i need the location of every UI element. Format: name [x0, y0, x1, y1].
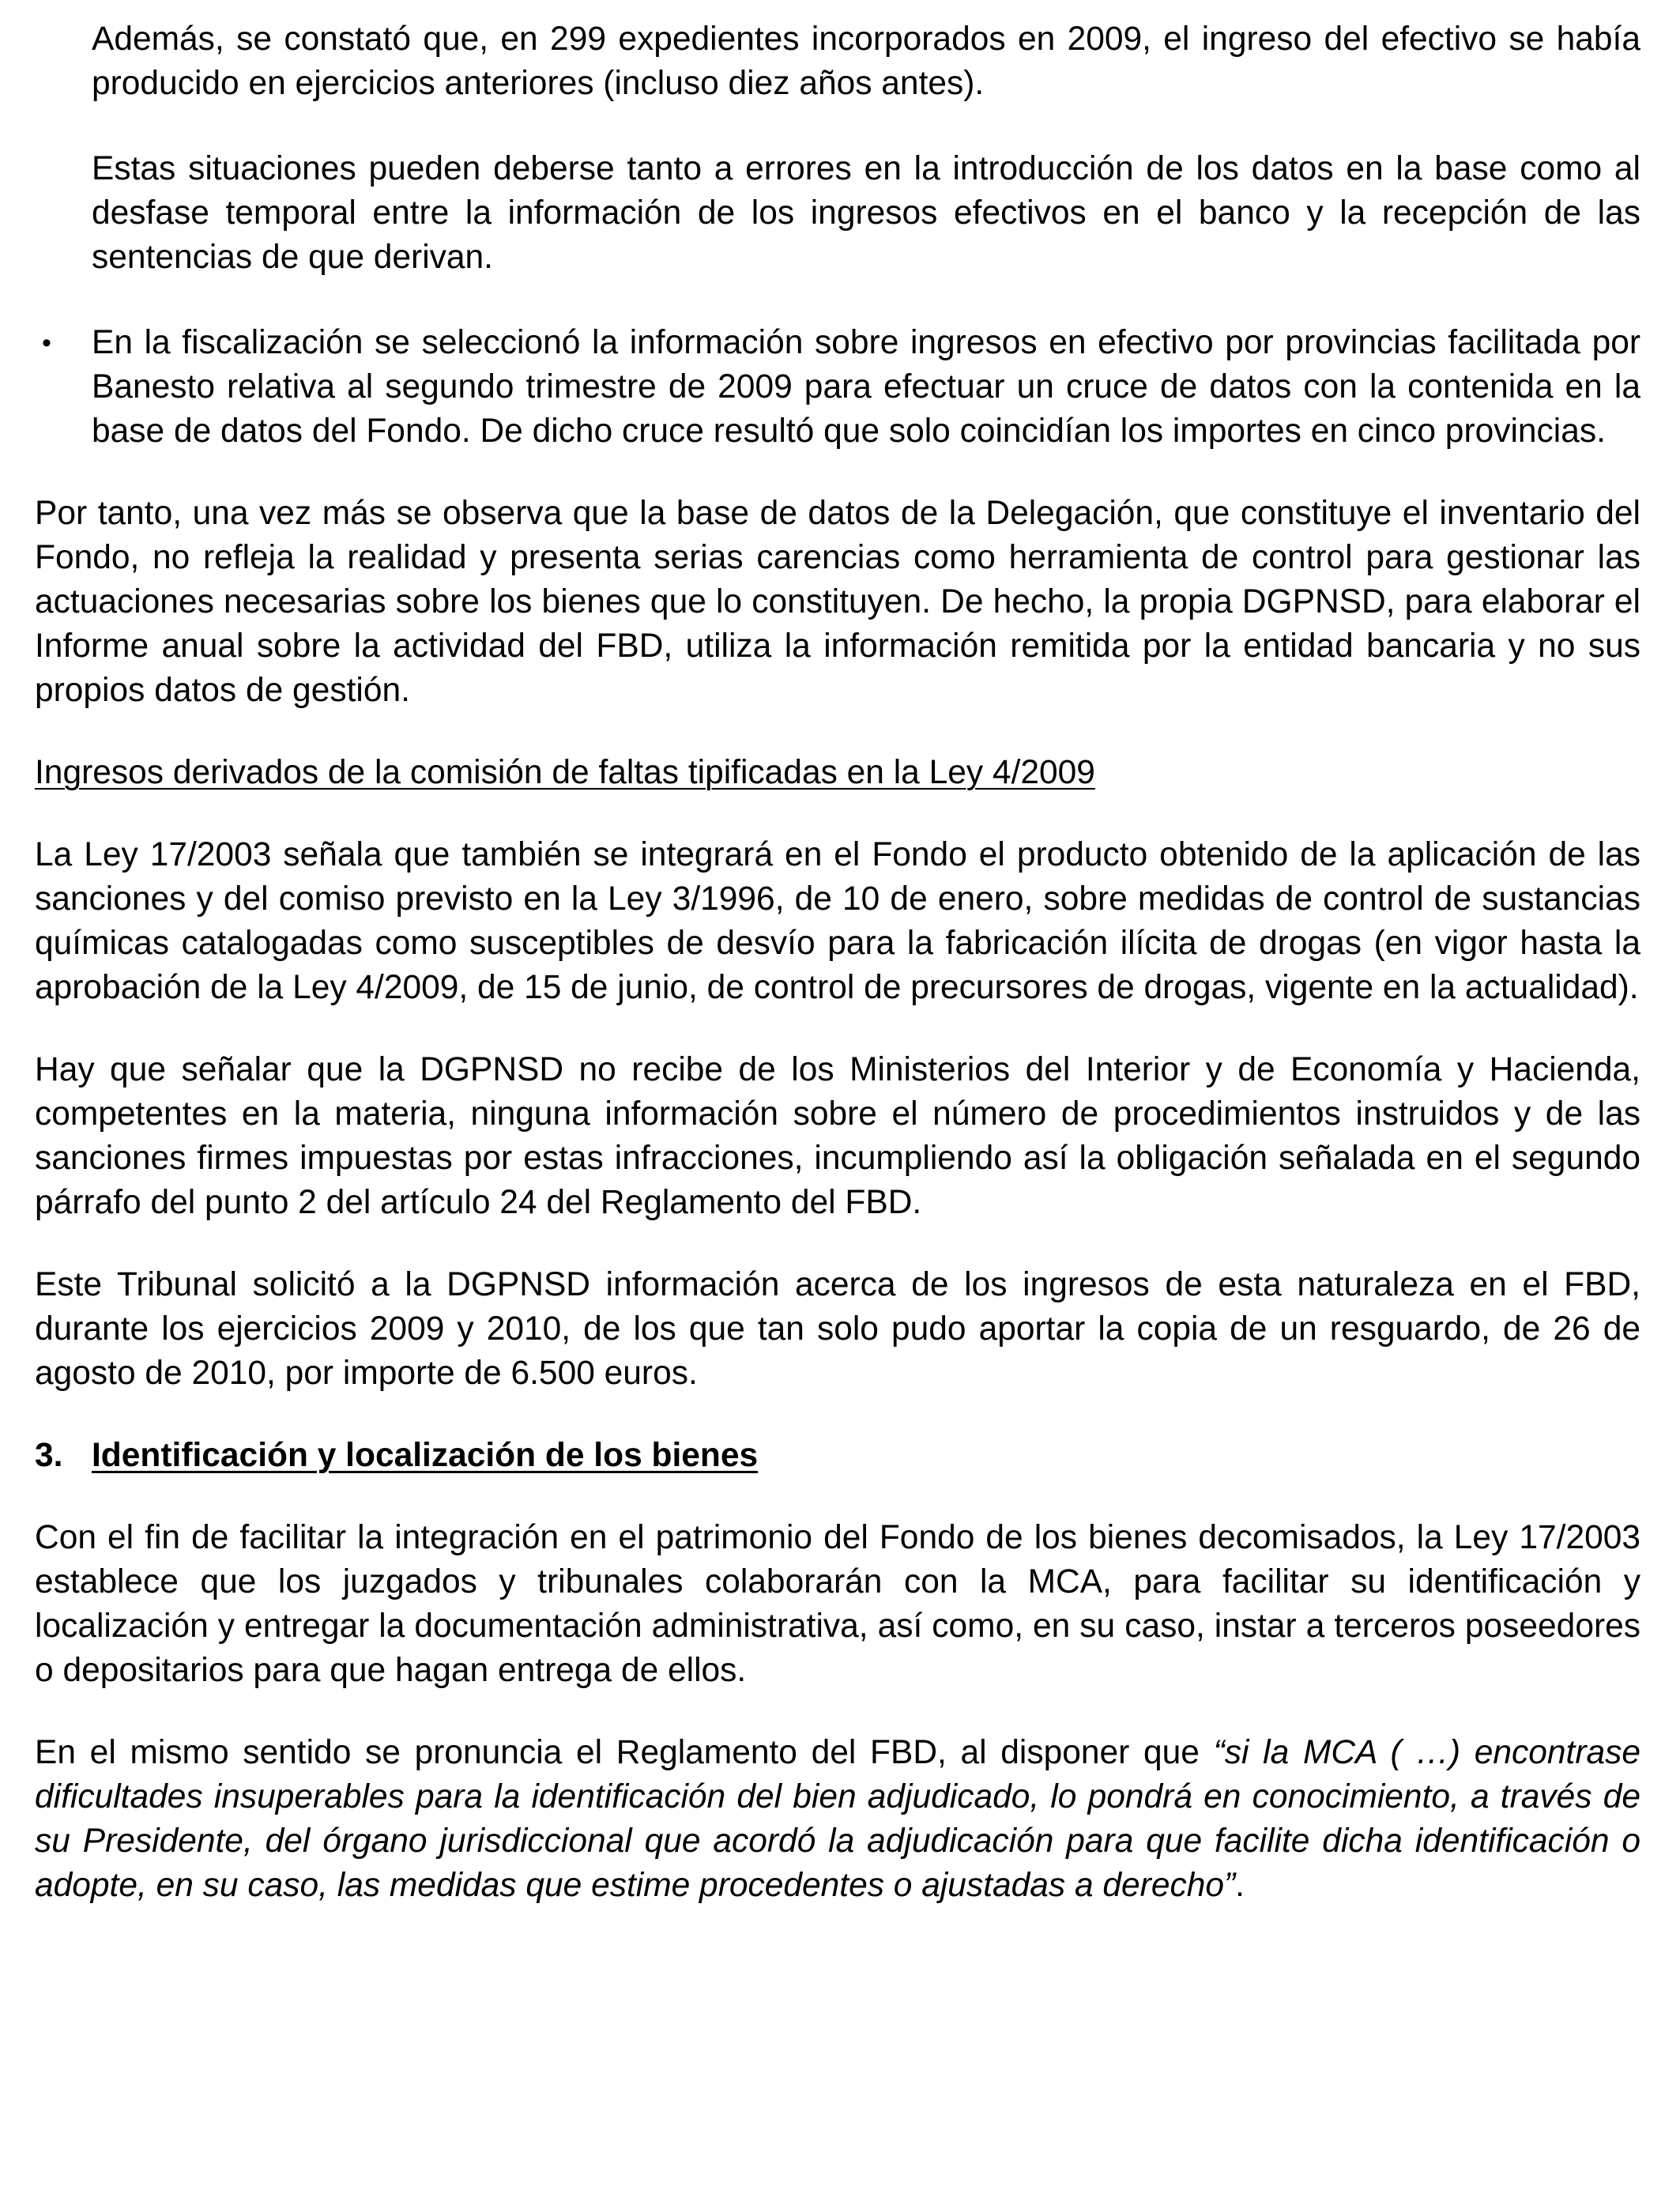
bullet-item-banesto [42, 321, 1640, 454]
reglamento-intro: En el mismo sentido se pronuncia el Reglamento del FBD, al disponer que [35, 1734, 1214, 1771]
paragraph-reglamento-fbd [35, 1731, 1640, 1908]
reglamento-end: . [1235, 1867, 1245, 1904]
paragraph-base-datos-delegacion: Por tanto, una vez más se observa que la base de datos de la Delegación, que constituye el inventario del Fondo, no refleja la realidad y presenta serias carencias como herramienta de control para gestionar las actuaciones necesarias sobre los bienes que lo constituyen. De hecho, la propia DGPNSD, para elaborar el Informe anual sobre la actividad del FBD, utiliza la información remitida por la entidad bancaria y no sus propios datos de gestión. [35, 495, 1640, 709]
paragraph-causas-errores: Estas situaciones pueden deberse tanto a errores en la introducción de los datos en la base como al desfase temporal entre la información de los ingresos efectivos en el banco y la recepción de las sentencias de que derivan. [92, 150, 1640, 276]
paragraph-expedientes-2009: Además, se constató que, en 299 expedientes incorporados en 2009, el ingreso del efectivo se había producido en ejercicios anteriores (incluso diez años antes). [92, 21, 1640, 102]
paragraph-cruce-datos: En la fiscalización se seleccionó la información sobre ingresos en efectivo por provincias facilitada por Banesto relativa al segundo trimestre de 2009 para efectuar un cruce de datos con la contenida en la base de datos del Fondo. De dicho cruce resultó que solo coincidían los importes en cinco provincias. [92, 324, 1640, 450]
reglamento-quote: “si la MCA ( …) encontrase dificultades insuperables para la identificación del bien adjudicado, lo pondrá en conocimiento, a través de su Presidente, del órgano jurisdiccional que acordó la adjudicación para que facilite dicha identificación o adopte, en su caso, las medidas que estime procedentes o ajustadas a derecho” [35, 1734, 1640, 1904]
paragraph-ley-17-2003: La Ley 17/2003 señala que también se integrará en el Fondo el producto obtenido de la aplicación de las sanciones y del comiso previsto en la Ley 3/1996, de 10 de enero, sobre medidas de control de sustancias químicas catalogadas como susceptibles de desvío para la fabricación ilícita de drogas (en vigor hasta la aprobación de la Ley 4/2009, de 15 de junio, de control de precursores de drogas, vigente en la actualidad). [35, 836, 1640, 1006]
section-number: 3. [35, 1437, 63, 1474]
bullet-icon: • [42, 328, 51, 358]
subheading-ingresos-faltas [35, 751, 1640, 795]
paragraph-tribunal-solicitud: Este Tribunal solicitó a la DGPNSD información acerca de los ingresos de esta naturaleza en el FBD, durante los ejercicios 2009 y 2010, de los que tan solo pudo aportar la copia de un resguardo, de 26 de agosto de 2010, por importe de 6.500 euros. [35, 1266, 1640, 1392]
section-heading [35, 1434, 1640, 1478]
paragraph-dgpnsd-ministerios: Hay que señalar que la DGPNSD no recibe de los Ministerios del Interior y de Economía y Hacienda, competentes en la materia, ninguna información sobre el número de procedimientos instruidos y de las sanciones firmes impuestas por estas infracciones, incumpliendo así la obligación señalada en el segundo párrafo del punto 2 del artículo 24 del Reglamento del FBD. [35, 1051, 1640, 1221]
section-title: Identificación y localización de los bienes [92, 1437, 759, 1474]
document-page [35, 17, 1640, 1908]
paragraph-integracion-patrimonio: Con el fin de facilitar la integración en el patrimonio del Fondo de los bienes decomisados, la Ley 17/2003 establece que los juzgados y tribunales colaborarán con la MCA, para facilitar su identificación y localización y entregar la documentación administrativa, así como, en su caso, instar a terceros poseedores o depositarios para que hagan entrega de ellos. [35, 1519, 1640, 1689]
subheading-text: Ingresos derivados de la comisión de faltas tipificadas en la Ley 4/2009 [35, 754, 1095, 791]
